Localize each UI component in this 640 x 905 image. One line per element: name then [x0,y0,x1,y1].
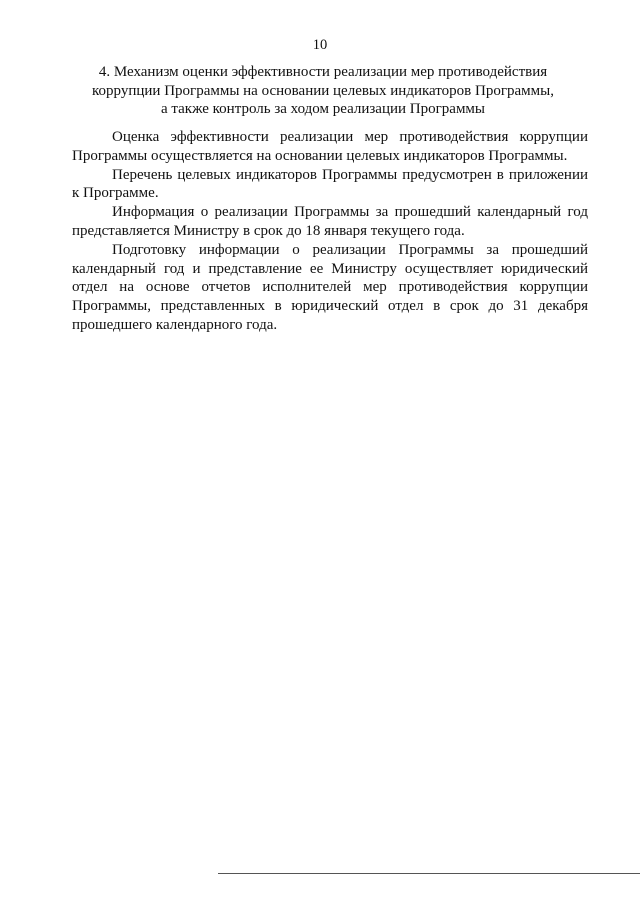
paragraph-evaluation-basis [72,128,588,166]
paragraph-report-deadline [72,203,588,241]
section-heading-line: коррупции Программы на основании целевых индикаторов Программы, [92,82,554,99]
section-heading [72,63,574,119]
section-heading-line: а также контроль за ходом реализации Программы [160,101,486,117]
page-number: 10 [312,37,328,53]
paragraph-line: Программы осуществляется на основании целевых индикаторов Программы. [72,147,568,164]
paragraph-line: Оценка эффективности реализации мер противодействия коррупции [112,129,588,145]
paragraph-line: отдел на основе отчетов исполнителей мер противодействия коррупции [72,279,588,296]
paragraph-line: к Программе. [72,185,159,202]
paragraph-line: Информация о реализации Программы за прошедший календарный год [112,204,588,221]
paragraph-legal-department [72,241,588,335]
paragraph-line: календарный год и представление ее Министру осуществляет юридический [72,260,588,277]
section-heading-line: 4. Механизм оценки эффективности реализации мер противодействия [98,64,548,80]
paragraph-line: Программы, представленных в юридический отдел в срок до 31 декабря [72,298,588,315]
paragraph-indicator-list [72,166,588,204]
paragraph-line: Подготовку информации о реализации Программы за прошедший [112,241,588,258]
paragraph-line: представляется Министру в срок до 18 января текущего года. [72,222,465,239]
paragraph-line: Перечень целевых индикаторов Программы предусмотрен в приложении [112,166,588,183]
document-body [72,128,588,335]
paragraph-line: прошедшего календарного года. [72,316,278,333]
footer-divider [218,873,640,874]
